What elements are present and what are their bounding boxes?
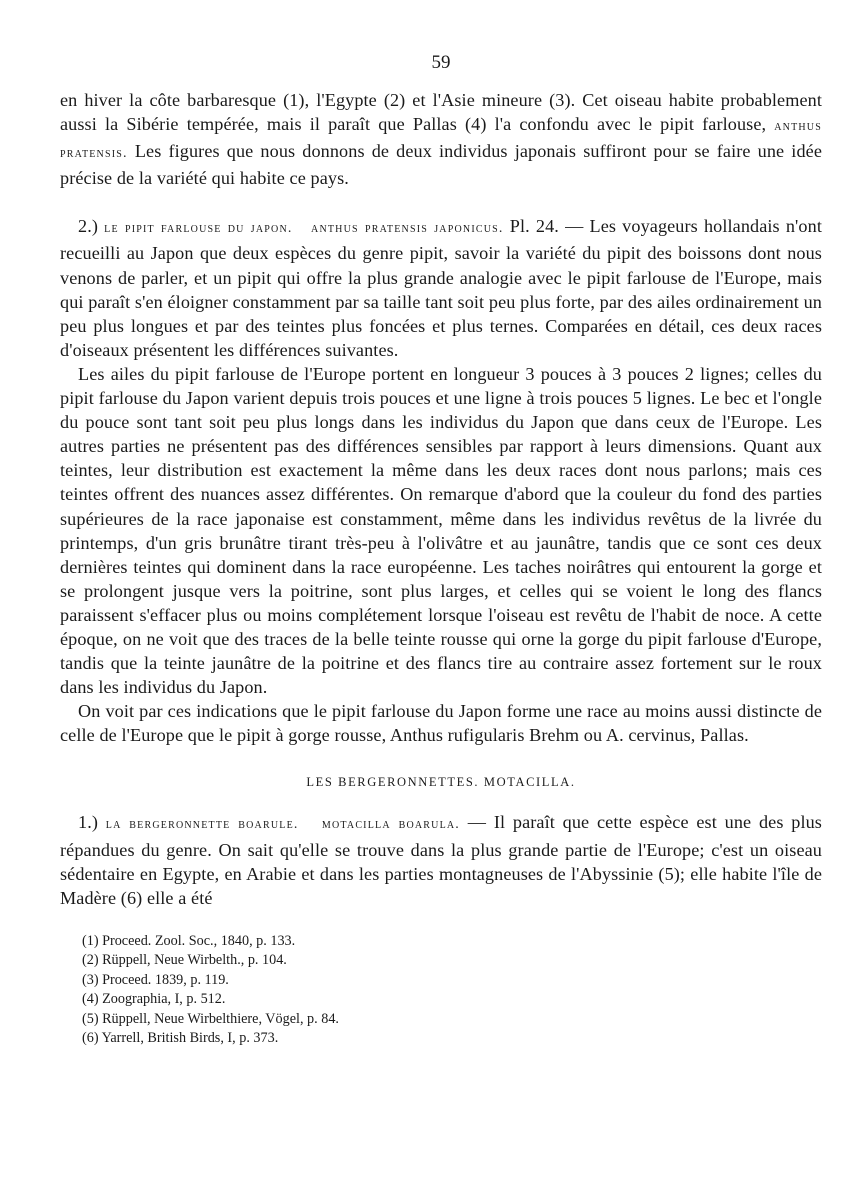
species-number: 1.) <box>78 812 106 833</box>
species-latin-name: motacilla boarula. <box>321 817 461 833</box>
species-number: 2.) <box>78 216 105 237</box>
paragraph-1-text-a: en hiver la côte barbaresque (1), l'Egypte (2) et l'Asie mineure (3). Cet oiseau habite probablement aussi la Sibérie tempérée, mais il paraît que Pallas (4) l'a confondu avec le pipit farlouse, <box>60 90 822 135</box>
paragraph-2-text: Pl. 24. — Les voyageurs hollandais n'ont recueilli au Japon que deux espèces du genre pipit, savoir la variété du pipit des boissons dont nous venons de parler, et un pipit qui offre la plus grande analogie avec le pipit farlouse de l'Europe, mais qui paraît s'en éloigner constamment par sa taille tant soit peu plus forte, par des ailes ordinairement un peu plus longues et par des teintes plus foncées et plus ternes. Comparées en détail, ces deux races d'oiseaux présentent les différences suivantes. <box>60 216 822 360</box>
paragraph-1 <box>60 88 822 190</box>
paragraph-5 <box>60 810 822 909</box>
footnote: (6) Yarrell, British Birds, I, p. 373. <box>82 1030 279 1047</box>
section-heading: LES BERGERONNETTES. MOTACILLA. <box>306 775 576 790</box>
species-latin-name: anthus pratensis japonicus. <box>311 221 504 237</box>
page <box>60 52 822 1049</box>
paragraph-5-text: — Il paraît que cette espèce est une des plus répandues du genre. On sait qu'elle se trouve dans la plus grande partie de l'Europe; c'est un oiseau sédentaire en Egypte, en Arabie et dans les parties montagneuses de l'Abyssinie (5); elle habite l'île de Madère (6) elle a été <box>60 812 822 908</box>
footnote: (5) Rüppell, Neue Wirbelthiere, Vögel, p. 84. <box>82 1010 339 1027</box>
paragraph-3: Les ailes du pipit farlouse de l'Europe portent en longueur 3 pouces à 3 pouces 2 lignes; celles du pipit farlouse du Japon varient depuis trois pouces et une ligne à trois pouces 5 lignes. Le bec et l'ongle du pouce sont tant soit peu plus longs dans les individus du Japon que dans ceux de l'Europe. Les autres parties ne présentent pas des différences sensibles par rapport à leurs dimensions. Quant aux teintes, leur distribution est exactement la même dans les deux races dont nous parlons; mais ces teintes offrent des nuances assez différentes. On remarque d'abord que la couleur du fond des parties supérieures de la race japonaise est constamment, même dans les individus revêtus de la livrée du printemps, d'un gris brunâtre tirant très-peu à l'olivâtre et au jaunâtre, tandis que ce sont ces deux dernières teintes qui dominent dans la race européenne. Les taches noirâtres qui entourent la gorge et se prolongent jusque vers la poitrine, sont plus larges, et celles qui se voient le long des flancs paraissent s'effacer plus ou moins complétement lorsque l'oiseau est revêtu de l'habit de noce. A cette époque, on ne voit que des traces de la belle teinte rousse qui orne la gorge du pipit farlouse d'Europe, tandis que la teinte jaunâtre de la poitrine et des flancs tire au contraire assez fortement sur le roux dans les individus du Japon. <box>60 363 822 698</box>
species-name-anthus-pratensis: anthus pratensis. <box>60 119 822 162</box>
species-common-name: la bergeronnette boarule. <box>105 817 299 833</box>
paragraph-1-text-b: Les figures que nous donnons de deux individus japonais suffiront pour se faire une idée précise de la variété qui habite ce pays. <box>60 141 822 189</box>
species-common-name: le pipit farlouse du japon. <box>104 221 293 237</box>
paragraph-2 <box>60 214 822 362</box>
footnotes <box>60 932 822 1049</box>
footnote: (1) Proceed. Zool. Soc., 1840, p. 133. <box>82 932 296 949</box>
footnote: (4) Zoographia, I, p. 512. <box>82 991 226 1008</box>
footnote: (2) Rüppell, Neue Wirbelth., p. 104. <box>82 952 287 969</box>
paragraph-4: On voit par ces indications que le pipit farlouse du Japon forme une race au moins aussi distincte de celle de l'Europe que le pipit à gorge rousse, Anthus rufigularis Brehm ou A. cervinus, Pallas. <box>60 701 822 746</box>
page-number: 59 <box>431 52 451 73</box>
footnote: (3) Proceed. 1839, p. 119. <box>82 971 229 988</box>
